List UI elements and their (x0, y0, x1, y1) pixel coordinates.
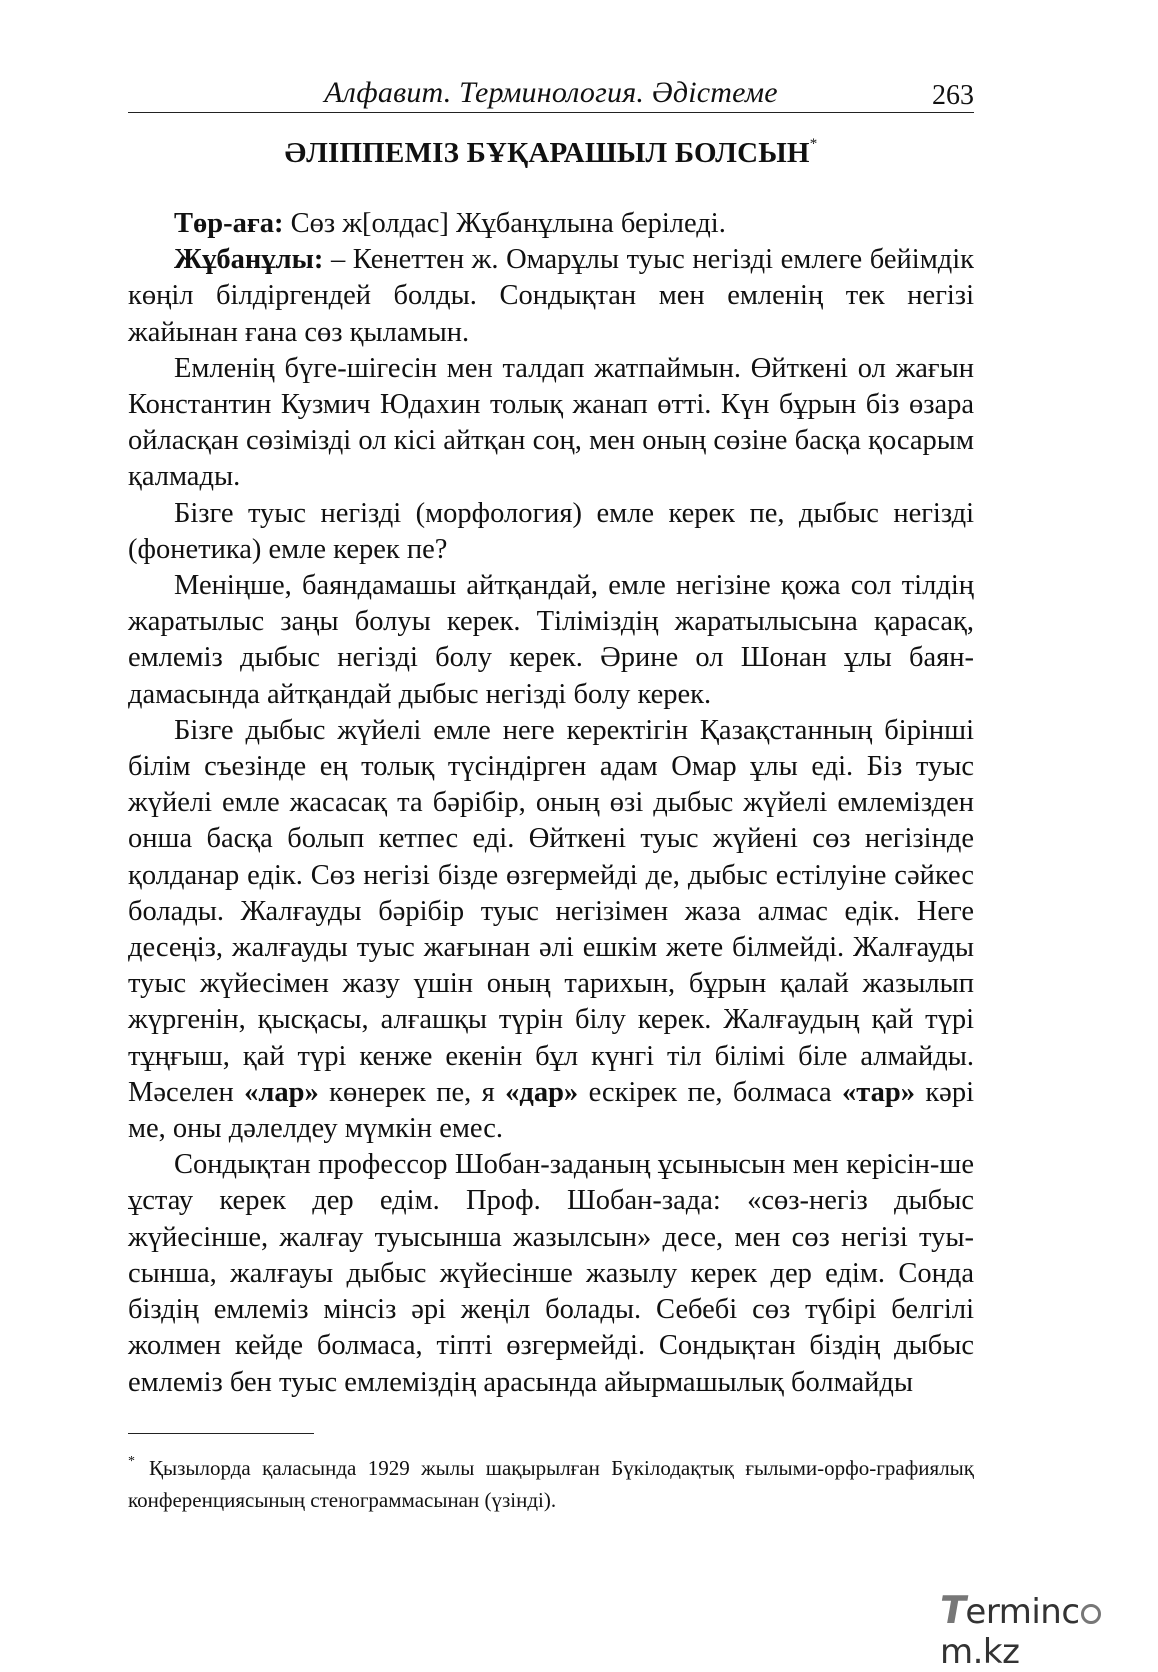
paragraph-text: Сондықтан профессор Шобан-заданың ұсынысын мен керісін-ше ұстау керек дер едім. Проф. Шобан-зада: «сөз-негіз дыбыс жүйесінше, жалғау туысынша жазылсын» десе, мен сөз негізі туы-сынша, жалғауы дыбыс жүйесінше жазылу керек дер едім. Сонда біздің емлеміз мінсіз әрі жеңіл болады. Себебі сөз түбірі белгілі жолмен кейде болмаса, тіпті өзгермейді. Сондықтан біздің дыбыс емлеміз бен туыс емлеміздің арасында айырмашылық болмайды (128, 1149, 974, 1398)
paragraph (128, 496, 974, 568)
circle-icon (1081, 1604, 1101, 1624)
footnote (128, 1446, 974, 1516)
paragraph (128, 351, 974, 496)
article-title (128, 136, 974, 170)
paragraph-text: Бізге туыс негізді (морфология) емле керек пе, дыбыс негізді (фонетика) емле керек пе? (128, 497, 974, 565)
paragraph-text: кәрі ме, оны дәлелдеу мүмкін емес. (128, 1076, 974, 1145)
emphasized-suffix: «тар» (842, 1076, 915, 1108)
paragraph (128, 713, 974, 1147)
watermark-logo: Termincm.kz (940, 1588, 1150, 1632)
article-title-text: ӘЛІППЕМІЗ БҰҚАРАШЫЛ БОЛСЫН (284, 137, 810, 169)
paragraph (128, 1147, 974, 1400)
speaker-label: Жұбанұлы: (174, 244, 324, 276)
paragraph-text: Емленің бүге-шігесін мен талдап жатпаймын. Өйткені ол жағын Константин Кузмич Юдахин толық жанап өтті. Күн бұрын біз өзара ойласқан сөзімізді ол кісі айтқан соң, мен оның сөзіне басқа қосарым қалмады. (128, 352, 974, 493)
page-number: 263 (932, 80, 974, 111)
emphasized-suffix: «лар» (244, 1076, 319, 1108)
speaker-label: Төр-аға: (174, 208, 284, 239)
paragraph (128, 206, 974, 242)
running-title: Алфавит. Терминология. Әдістеме (324, 76, 778, 109)
paragraph-text: ескірек пе, болмаса (578, 1076, 842, 1108)
paragraph-text: – Кенеттен ж. Омарұлы туыс негізді емлеге бейімдік көңіл білдіргендей болды. Сондықтан мен емленің тек негізі жайынан ғана сөз қыламын. (128, 244, 974, 348)
article-body (128, 206, 974, 1401)
footnote-text: Қызылорда қаласында 1929 жылы шақырылған Бүкілодақтық ғылыми-орфо-графиялық конференциясының стенограммасынан (үзінді). (128, 1456, 974, 1512)
paragraph-text: көнерек пе, я (318, 1076, 506, 1108)
footnote-divider (128, 1433, 314, 1434)
title-footnote-mark: * (809, 136, 818, 152)
emphasized-suffix: «дар» (505, 1076, 579, 1108)
paragraph (128, 568, 974, 713)
footnote-mark: * (128, 1454, 135, 1469)
running-header (128, 72, 974, 113)
paragraph-text: Бізге дыбыс жүйелі емле неге керектігін Қазақстанның бірінші білім съезінде ең толық түсіндірген адам Омар ұлы еді. Біз туыс жүйелі емле жасасақ та бәрібір, оның өзі дыбыс жүйелі емлемізден онша басқа болып кетпес еді. Өйткені туыс жүйені сөз негізінде қолданар едік. Сөз негізі бізде өзгермейді де, дыбыс естілуіне сәйкес болады. Жалғауды бәрібір туыс негізімен жаза алмас едік. Неге десеңіз, жалғауды туыс жағынан әлі ешкім жете білмейді. Жалғауды туыс жүйесімен жазу үшін оның тарихын, бұрын қалай жазылып жүргенін, қысқасы, алғашқы түрін білу керек. Жалғаудың қай түрі тұңғыш, қай түрі кенже екенін бұл күнгі тіл білімі біле алмайды. Мәселен (128, 714, 974, 1108)
paragraph-text: Меніңше, баяндамашы айтқандай, емле негізіне қожа сол тілдің жаратылыс заңы болуы керек. Тіліміздің жаратылысына қарасақ, емлеміз дыбыс негізді болу керек. Әрине ол Шонан ұлы баян-дамасында айтқандай дыбыс негізді болу керек. (128, 570, 974, 710)
paragraph-text: Сөз ж[олдас] Жұбанұлына беріледі. (283, 208, 726, 239)
paragraph (128, 242, 974, 351)
